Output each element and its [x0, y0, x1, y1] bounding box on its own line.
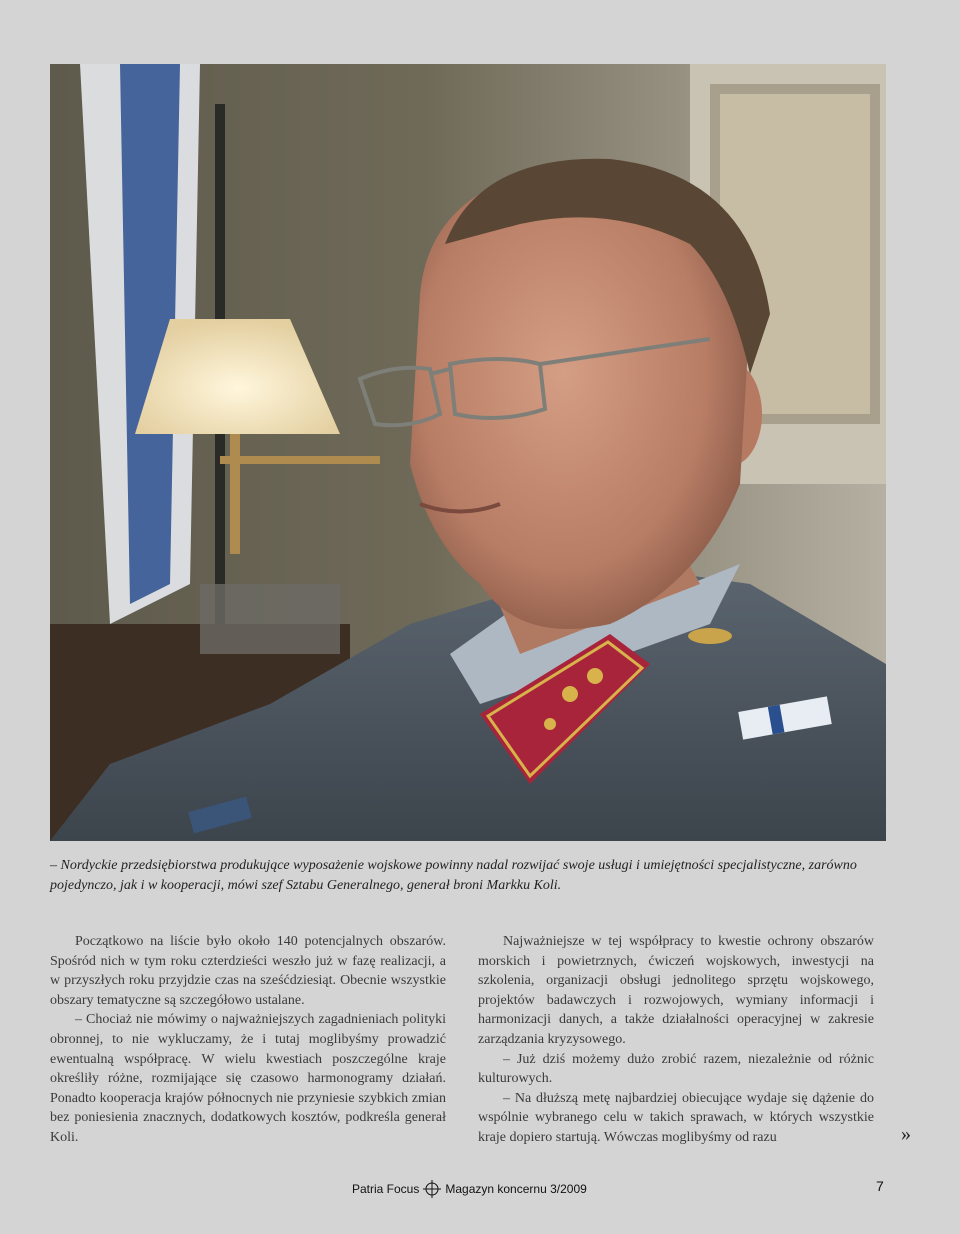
photo-caption: – Nordyckie przedsiębiorstwa produkujące wyposażenie wojskowe powinny nadal rozwijać swoje usługi i umiejętności specjalistyczne, zarówno pojedynczo, jak i w kooperacji, mówi szef Sztabu Generalnego, generał broni Markku Koli. — [50, 858, 857, 893]
footer-publication — [352, 1180, 587, 1198]
continue-arrow-icon: » — [901, 1123, 911, 1145]
article-column-left — [50, 932, 446, 1148]
crosshair-logo-icon — [423, 1180, 441, 1198]
article-paragraph: Najważniejsze w tej współpracy to kwestie ochrony obszarów morskich i powietrznych, ćwiczeń wojskowych, inwestycji na szkolenia, organizacji obsługi jednolitego sprzętu wojskowego, projektów badawczych i rozwojowych, wymiany informacji i harmonizacji danych, a także działalności operacyjnej w zakresie zarządzania kryzysowego. — [478, 934, 874, 1047]
article-paragraph: – Chociaż nie mówimy o najważniejszych zagadnieniach polityki obronnej, to nie wykluczamy, że i tutaj moglibyśmy prowadzić ewentualną współpracę. W wielu kwestiach poszczególne kraje określiły różne, rozmijające się czasowo harmonogramy działań. Ponadto kooperacja krajów północnych nie przyniesie szybkich zmian bez poniesienia znacznych, dodatkowych kosztów, podkreśla generał Koli. — [50, 1012, 446, 1145]
footer-magazine-name: Patria Focus — [352, 1182, 420, 1196]
article-column-right — [478, 932, 874, 1148]
article-paragraph: – Na dłuższą metę najbardziej obiecujące wydaje się dążenie do wspólnie wybranego celu w takich sprawach, w których wszystkie kraje dopiero startują. Wówczas moglibyśmy od razu — [478, 1090, 874, 1145]
page-number: 7 — [876, 1178, 884, 1194]
general-portrait-photo — [50, 64, 886, 841]
article-paragraph: Początkowo na liście było około 140 potencjalnych obszarów. Spośród nich w tym roku czterdzieści weszło już w fazę realizacji, a w przyszłych roku przyjdzie czas na sześćdziesiąt. Obecnie wszystkie obszary tematyczne są szczegółowo ustalane. — [50, 934, 446, 1008]
footer-issue: Magazyn koncernu 3/2009 — [445, 1182, 587, 1196]
article-paragraph: – Już dziś możemy dużo zrobić razem, niezależnie od różnic kulturowych. — [478, 1051, 874, 1087]
